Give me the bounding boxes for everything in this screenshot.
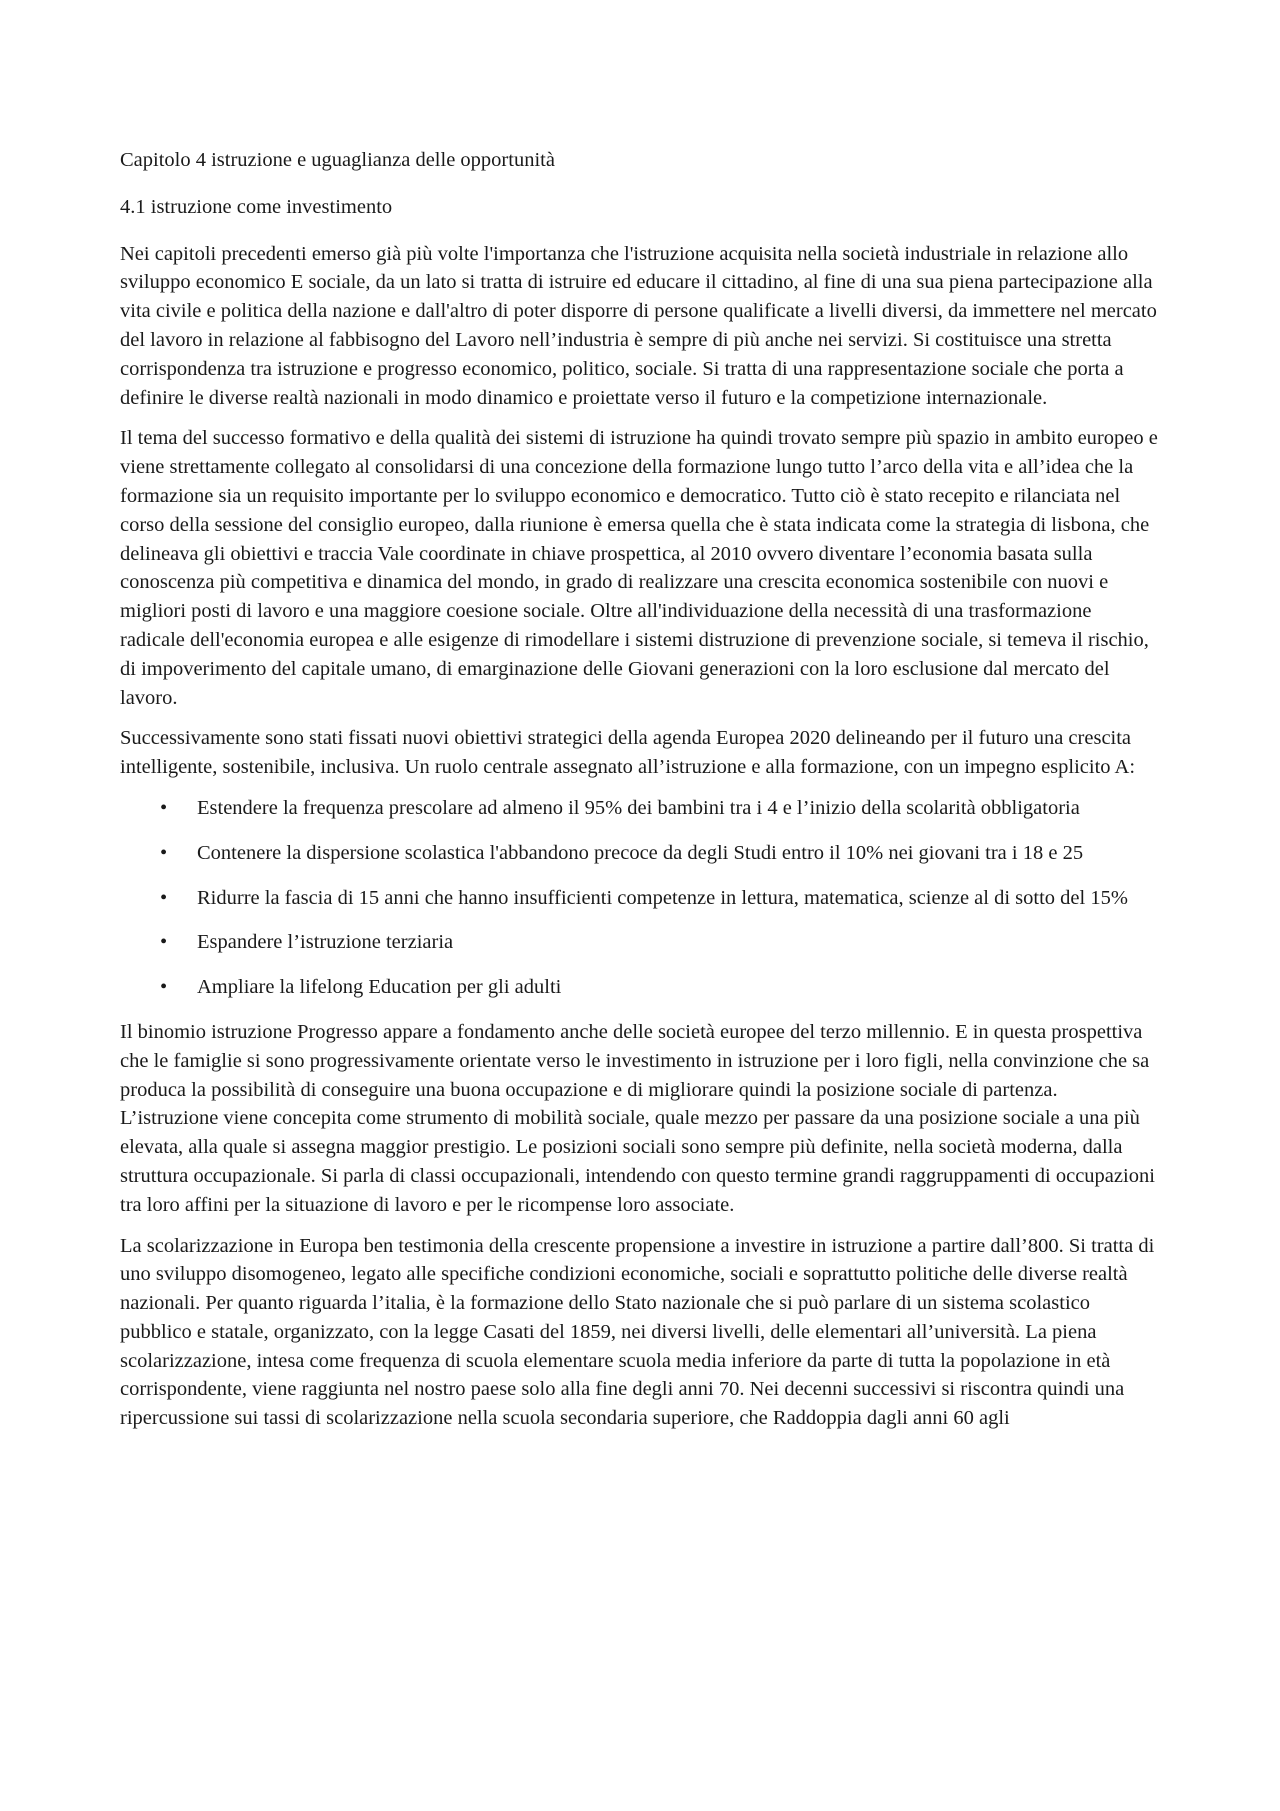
bullet-icon: • [160, 886, 168, 909]
paragraph: Il tema del successo formativo e della qualità dei sistemi di istruzione ha quindi trovato sempre più spazio in ambito europeo e viene strettamente collegato al consolidarsi di una concezione della formazione lungo tutto l’arco della vita e all’idea che la formazione sia un requisito importante per lo sviluppo economico e democratico. Tutto ciò è stato recepito e rilanciata nel corso della sessione del consiglio europeo, dalla riunione è emersa quella che è stata indicata come la strategia di lisbona, che delineava gli obiettivi e traccia Vale coordinate in chiave prospettica, al 2010 ovvero diventare l’economia basata sulla conoscenza più competitiva e dinamica del mondo, in grado di realizzare una crescita economica sostenibile con nuovi e migliori posti di lavoro e una maggiore coesione sociale. Oltre all'individuazione della necessità di una trasformazione radicale dell'economia europea e alle esigenze di rimodellare i sistemi distruzione di prevenzione sociale, si temeva il rischio, di impoverimento del capitale umano, di emarginazione delle Giovani generazioni con la loro esclusione dal mercato del lavoro. [120, 427, 1158, 709]
section-title: 4.1 istruzione come investimento [120, 195, 393, 218]
bullet-icon: • [160, 931, 168, 954]
objectives-list [120, 794, 1160, 1002]
list-item-text: Ampliare la lifelong Education per gli adulti [197, 976, 562, 999]
document-page [120, 146, 1160, 1445]
paragraph: Nei capitoli precedenti emerso già più volte l'importanza che l'istruzione acquisita nella società industriale in relazione allo sviluppo economico E sociale, da un lato si tratta di istruire ed educare il cittadino, al fine di una sua piena partecipazione alla vita civile e politica della nazione e dall'altro di poter disporre di persone qualificate a livelli diversi, da immettere nel mercato del lavoro in relazione al fabbisogno del Lavoro nell’industria è sempre di più anche nei servizi. Si costituisce una stretta corrispondenza tra istruzione e progresso economico, politico, sociale. Si tratta di una rappresentazione sociale che porta a definire le diverse realtà nazionali in modo dinamico e proiettate verso il futuro e la competizione internazionale. [120, 242, 1157, 409]
list-item [120, 794, 1160, 823]
bullet-icon: • [160, 841, 168, 864]
list-item-text: Contenere la dispersione scolastica l'abbandono precoce da degli Studi entro il 10% nei giovani tra i 18 e 25 [197, 841, 1084, 864]
list-item [120, 839, 1160, 868]
list-item-text: Estendere la frequenza prescolare ad almeno il 95% dei bambini tra i 4 e l’inizio della scolarità obbligatoria [197, 796, 1080, 819]
list-item-text: Espandere l’istruzione terziaria [197, 931, 454, 954]
list-item [120, 928, 1160, 957]
bullet-icon: • [160, 976, 168, 999]
paragraph: Il binomio istruzione Progresso appare a fondamento anche delle società europee del terzo millennio. E in questa prospettiva che le famiglie si sono progressivamente orientate verso le investimento in istruzione per i loro figli, nella convinzione che sa produca la possibilità di conseguire una buona occupazione e di migliorare quindi la posizione sociale di partenza. L’istruzione viene concepita come strumento di mobilità sociale, quale mezzo per passare da una posizione sociale a una più elevata, alla quale si assegna maggior prestigio. Le posizioni sociali sono sempre più definite, nella società moderna, dalla struttura occupazionale. Si parla di classi occupazionali, intendendo con questo termine grandi raggruppamenti di occupazioni tra loro affini per la situazione di lavoro e per le ricompense loro associate. [120, 1020, 1155, 1216]
list-item [120, 973, 1160, 1002]
paragraph: La scolarizzazione in Europa ben testimonia della crescente propensione a investire in istruzione a partire dall’800. Si tratta di uno sviluppo disomogeneo, legato alle specifiche condizioni economiche, sociali e soprattutto politiche delle diverse realtà nazionali. Per quanto riguarda l’italia, è la formazione dello Stato nazionale che si può parlare di un sistema scolastico pubblico e statale, organizzato, con la legge Casati del 1859, nei diversi livelli, delle elementari all’università. La piena scolarizzazione, intesa come frequenza di scuola elementare scuola media inferiore da parte di tutta la popolazione in età corrispondente, viene raggiunta nel nostro paese solo alla fine degli anni 70. Nei decenni successivi si riscontra quindi una ripercussione sui tassi di scolarizzazione nella scuola secondaria superiore, che Raddoppia dagli anni 60 agli [120, 1234, 1155, 1430]
list-item-text: Ridurre la fascia di 15 anni che hanno insufficienti competenze in lettura, matematica, scienze al di sotto del 15% [197, 886, 1128, 909]
list-item [120, 884, 1160, 913]
chapter-title: Capitolo 4 istruzione e uguaglianza delle opportunità [120, 149, 555, 171]
bullet-icon: • [160, 796, 168, 819]
paragraph: Successivamente sono stati fissati nuovi obiettivi strategici della agenda Europea 2020 delineando per il futuro una crescita intelligente, sostenibile, inclusiva. Un ruolo centrale assegnato all’istruzione e alla formazione, con un impegno esplicito A: [120, 727, 1136, 779]
